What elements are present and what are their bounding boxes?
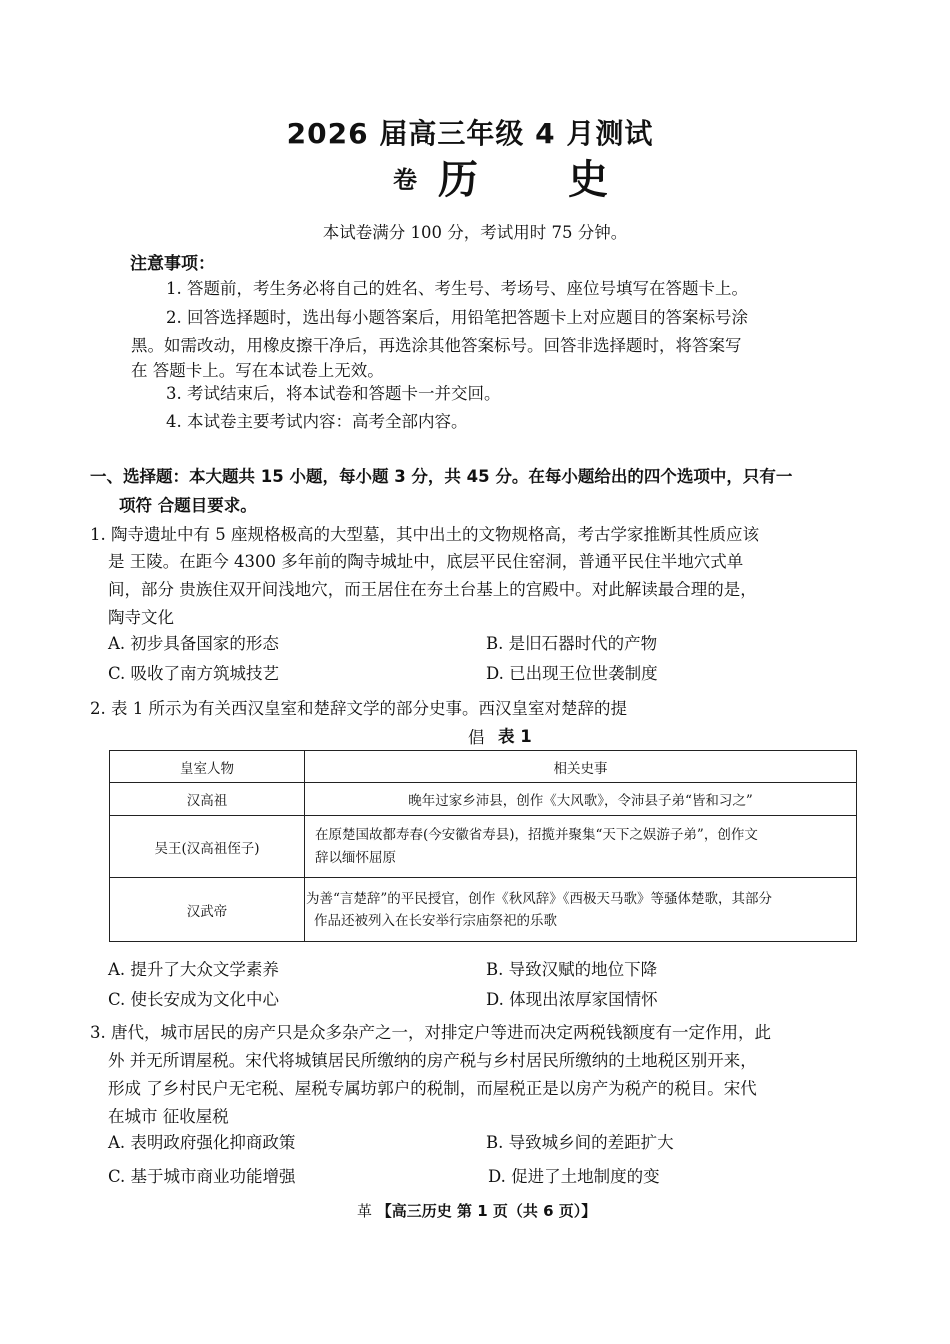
q1-stem-line-4: 陶寺文化 (108, 608, 174, 627)
exam-title-juan: 卷 (393, 166, 417, 194)
table-cell-line: 为善“言楚辞”的平民授官，创作《秋风辞》《西极天马歌》等骚体楚歌，其部分 (306, 890, 773, 907)
q1-option-a: A. 初步具备国家的形态 (108, 634, 279, 653)
table-header-row (110, 751, 857, 783)
table-cell-line: 在原楚国故都寿春(今安徽省寿县)，招揽并聚集“天下之娱游子弟”，创作文 (315, 826, 758, 843)
table-cell: 汉武帝 (110, 878, 305, 942)
q2-stem-line-1: 2. 表 1 所示为有关西汉皇室和楚辞文学的部分史事。西汉皇室对楚辞的提 (90, 699, 627, 718)
q2-option-b: B. 导致汉赋的地位下降 (486, 960, 658, 979)
notice-item-2-line-2: 黑。如需改动，用橡皮擦干净后，再选涂其他答案标号。回答非选择题时，将答案写 (131, 336, 742, 355)
notice-item-4: 4. 本试卷主要考试内容：高考全部内容。 (166, 412, 468, 431)
table-cell-line: 辞以缅怀屈原 (315, 849, 396, 866)
q1-option-c: C. 吸收了南方筑城技艺 (108, 664, 280, 683)
table-row (110, 783, 857, 816)
q3-stem-line-1: 3. 唐代，城市居民的房产只是众多杂产之一，对排定户等进而决定两税钱额度有一定作用，此 (90, 1023, 771, 1042)
exam-subject-shi: 史 (568, 157, 608, 203)
table-row (110, 878, 857, 942)
table-header-cell: 相关史事 (305, 751, 857, 783)
notice-item-2-line-1: 2. 回答选择题时，选出每小题答案后，用铅笔把答题卡上对应题目的答案标号涂 (166, 308, 748, 327)
q1-stem-line-3: 间，部分 贵族住双开间浅地穴，而王居住在夯土台基上的宫殿中。对此解读最合理的是， (108, 580, 757, 599)
q2-option-d: D. 体现出浓厚家国情怀 (486, 990, 658, 1009)
table-1-caption: 表 1 (498, 727, 532, 746)
exam-subject-li: 历 (438, 157, 478, 203)
q1-option-b: B. 是旧石器时代的产物 (486, 634, 658, 653)
table-row (110, 816, 857, 878)
q3-option-c: C. 基于城市商业功能增强 (108, 1167, 296, 1186)
table-cell (305, 878, 857, 942)
q3-stem-line-2: 外 并无所谓屋税。宋代将城镇居民所缴纳的房产税与乡村居民所缴纳的土地税区别开来， (108, 1051, 757, 1070)
table-cell: 吴王(汉高祖侄子) (110, 816, 305, 878)
q2-stem-line-2: 倡 (468, 728, 485, 747)
q3-option-b: B. 导致城乡间的差距扩大 (486, 1133, 674, 1152)
table-cell (305, 816, 857, 878)
table-cell: 汉高祖 (110, 783, 305, 816)
section-1-heading-line-1: 一、选择题：本大题共 15 小题，每小题 3 分，共 45 分。在每小题给出的四个选项中，只有一 (90, 467, 793, 486)
exam-subtitle: 本试卷满分 100 分，考试用时 75 分钟。 (322, 223, 628, 242)
footer-page-info: 【高三历史 第 1 页（共 6 页）】 (376, 1202, 597, 1220)
table-cell-line: 作品还被列入在长安举行宗庙祭祀的乐歌 (314, 912, 557, 929)
footer-prefix: 革 (357, 1202, 373, 1220)
q1-stem-line-1: 1. 陶寺遗址中有 5 座规格极高的大型墓，其中出土的文物规格高，考古学家推断其性质应该 (90, 525, 759, 544)
notice-heading: 注意事项： (130, 254, 215, 274)
table-header-cell: 皇室人物 (110, 751, 305, 783)
section-1-heading-line-2: 项符 合题目要求。 (119, 496, 257, 515)
notice-item-2-line-3: 在 答题卡上。写在本试卷上无效。 (131, 361, 384, 380)
q3-option-d: D. 促进了土地制度的变 (488, 1167, 660, 1186)
q3-option-a: A. 表明政府强化抑商政策 (108, 1133, 296, 1152)
table-1 (109, 750, 857, 942)
q3-stem-line-3: 形成 了乡村民户无宅税、屋税专属坊郭户的税制，而屋税正是以房产为税产的税目。宋代 (108, 1079, 757, 1098)
exam-title: 2026 届高三年级 4 月测试 (286, 117, 654, 150)
notice-item-3: 3. 考试结束后，将本试卷和答题卡一并交回。 (166, 384, 501, 403)
q2-option-a: A. 提升了大众文学素养 (108, 960, 279, 979)
q1-stem-line-2: 是 王陵。在距今 4300 多年前的陶寺城址中，底层平民住窑洞，普通平民住半地穴式单 (108, 552, 744, 571)
q3-stem-line-4: 在城市 征收屋税 (108, 1107, 229, 1126)
q2-option-c: C. 使长安成为文化中心 (108, 990, 280, 1009)
notice-item-1: 1. 答题前，考生务必将自己的姓名、考生号、考场号、座位号填写在答题卡上。 (166, 279, 748, 298)
table-cell: 晚年过家乡沛县，创作《大风歌》，令沛县子弟“皆和习之” (305, 783, 857, 816)
page-footer (357, 1200, 596, 1221)
q1-option-d: D. 已出现王位世袭制度 (486, 664, 658, 683)
